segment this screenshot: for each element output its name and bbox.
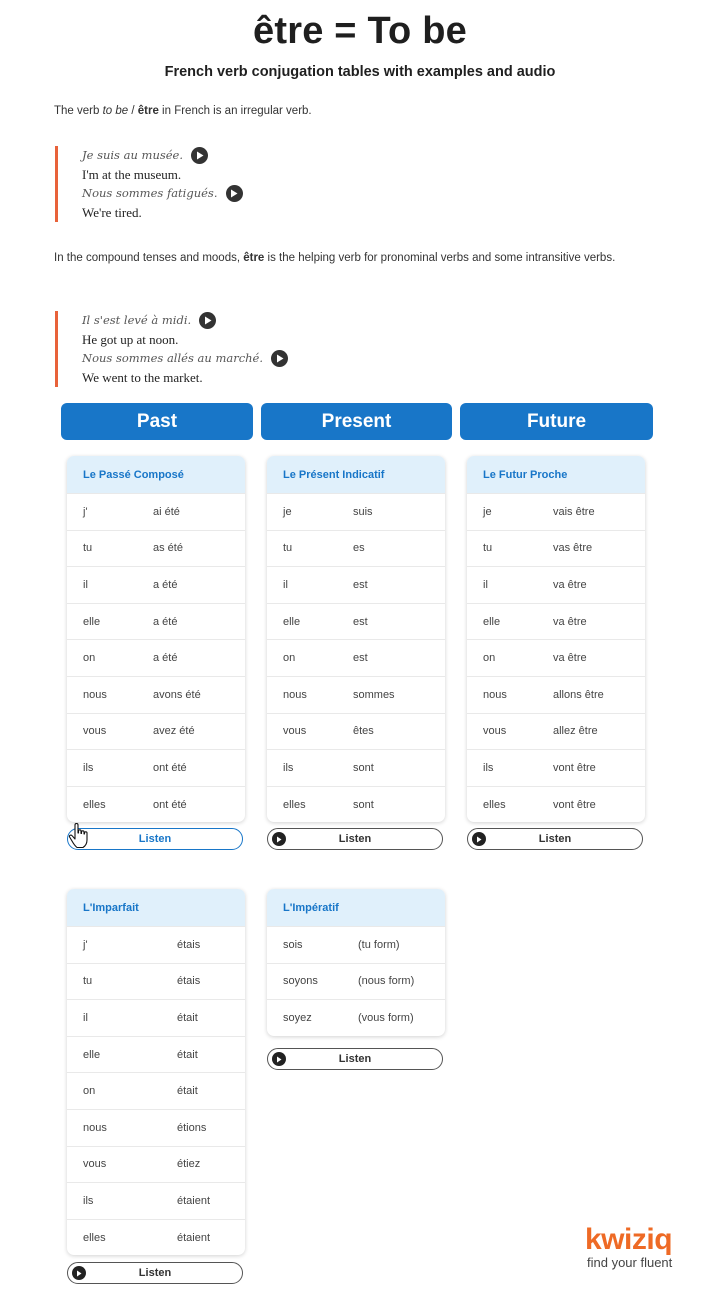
pronoun: tu (83, 542, 93, 555)
table-row (67, 493, 245, 530)
listen-label: Listen (538, 833, 572, 845)
logo-tagline: find your fluent (587, 1255, 673, 1270)
pronoun: elle (83, 1048, 101, 1061)
table-row (267, 749, 445, 786)
tab-present[interactable]: Present (261, 403, 452, 440)
conjugation-table-futur-proche (467, 456, 645, 822)
listen-button[interactable] (267, 1048, 443, 1070)
table-row (467, 603, 645, 640)
listen-label: Listen (138, 1267, 172, 1279)
pronoun: elle (483, 615, 501, 628)
table-row (67, 1182, 245, 1219)
example-en: We're tired. (82, 205, 142, 220)
kwiziq-logo[interactable] (585, 1224, 672, 1270)
pronoun: il (83, 1011, 88, 1024)
verb-form: est (353, 615, 368, 628)
listen-label: Listen (338, 1053, 372, 1065)
play-icon[interactable] (191, 147, 208, 164)
play-icon (472, 832, 486, 846)
pronoun: elles (83, 1231, 106, 1244)
table-row (467, 676, 645, 713)
play-icon (272, 1052, 286, 1066)
example-fr (82, 184, 243, 203)
table-title: Le Présent Indicatif (267, 456, 445, 493)
pronoun: nous (83, 688, 107, 701)
table-row (467, 566, 645, 603)
intro-paragraph (54, 102, 312, 120)
pronoun: elles (83, 798, 106, 811)
table-row (67, 1036, 245, 1073)
verb-form: va être (553, 652, 587, 665)
page-title: être = To be (253, 10, 467, 52)
verb-form: a été (153, 578, 178, 591)
pronoun: nous (283, 688, 307, 701)
verb-form: avez été (153, 725, 195, 738)
pronoun: je (283, 505, 292, 518)
pronoun: il (283, 578, 288, 591)
pronoun: j' (83, 505, 88, 518)
pronoun: ils (83, 1194, 94, 1207)
verb-form: ai été (153, 505, 180, 518)
example-en: He got up at noon. (82, 332, 179, 347)
verb-form: êtes (353, 725, 374, 738)
verb-form: va être (553, 615, 587, 628)
example-quote-2 (55, 311, 288, 387)
listen-button[interactable] (67, 828, 243, 850)
table-row (67, 639, 245, 676)
example-quote-1 (55, 146, 243, 222)
pronoun: vous (483, 725, 507, 738)
pronoun: tu (483, 542, 493, 555)
verb-form: était (177, 1085, 198, 1098)
table-row (467, 530, 645, 567)
example-fr-text: Nous sommes fatigués. (82, 186, 218, 200)
table-row (67, 1219, 245, 1256)
imperative-form: soyons (283, 975, 318, 988)
table-row (267, 639, 445, 676)
form-note: (nous form) (358, 975, 415, 988)
verb-form: vais être (553, 505, 595, 518)
pronoun: j' (83, 938, 88, 951)
listen-button[interactable] (67, 1262, 243, 1284)
pronoun: il (83, 578, 88, 591)
pronoun: vous (83, 1158, 107, 1171)
pronoun: ils (483, 761, 494, 774)
listen-button[interactable] (467, 828, 643, 850)
verb-form: étais (177, 938, 201, 951)
pronoun: il (483, 578, 488, 591)
table-row (467, 639, 645, 676)
hand-pointer-icon (68, 823, 90, 854)
verb-form: sommes (353, 688, 395, 701)
form-note: (tu form) (358, 938, 400, 951)
imperative-form: soyez (283, 1011, 312, 1024)
table-row (67, 1109, 245, 1146)
play-icon (72, 1266, 86, 1280)
table-row (267, 566, 445, 603)
table-row (67, 530, 245, 567)
verb-form: étais (177, 975, 201, 988)
pronoun: elle (283, 615, 301, 628)
compound-text-2: is the helping verb for pronominal verbs and some intransitive verbs. (264, 252, 616, 264)
verb-form: suis (353, 505, 373, 518)
verb-form: étaient (177, 1231, 211, 1244)
pronoun: on (83, 652, 96, 665)
tab-past[interactable]: Past (61, 403, 253, 440)
example-en: We went to the market. (82, 370, 203, 385)
verb-form: as été (153, 542, 183, 555)
verb-form: est (353, 652, 368, 665)
pronoun: on (483, 652, 496, 665)
pronoun: tu (83, 975, 93, 988)
verb-form: allez être (553, 725, 598, 738)
table-row (67, 749, 245, 786)
verb-form: ont été (153, 798, 187, 811)
verb-form: ont été (153, 761, 187, 774)
verb-form: est (353, 578, 368, 591)
verb-form: était (177, 1048, 198, 1061)
play-icon (272, 832, 286, 846)
table-title: L'Impératif (267, 889, 445, 926)
verb-form: étiez (177, 1158, 201, 1171)
table-row (67, 566, 245, 603)
table-row (67, 1072, 245, 1109)
table-row (267, 999, 445, 1036)
verb-form: allons être (553, 688, 604, 701)
verb-form: sont (353, 761, 374, 774)
verb-form: a été (153, 652, 178, 665)
table-title: Le Futur Proche (467, 456, 645, 493)
conjugation-table-passe-compose (67, 456, 245, 822)
table-row (67, 603, 245, 640)
table-row (267, 676, 445, 713)
pronoun: je (483, 505, 492, 518)
verb-form: va être (553, 578, 587, 591)
verb-form: vont être (553, 761, 596, 774)
pronoun: vous (283, 725, 307, 738)
pronoun: elles (283, 798, 306, 811)
verb-form: était (177, 1011, 198, 1024)
listen-button[interactable] (267, 828, 443, 850)
pronoun: ils (283, 761, 294, 774)
pronoun: tu (283, 542, 293, 555)
pronoun: nous (83, 1121, 107, 1134)
intro-verb-en: to be (102, 105, 129, 117)
logo-wordmark: kwiziq (585, 1223, 673, 1256)
play-icon[interactable] (271, 350, 288, 367)
verb-form: vont être (553, 798, 596, 811)
table-row (67, 999, 245, 1036)
example-fr (82, 311, 288, 330)
pronoun: ils (83, 761, 94, 774)
tab-future[interactable]: Future (460, 403, 653, 440)
table-row (467, 493, 645, 530)
example-fr (82, 146, 243, 165)
table-title: L'Imparfait (67, 889, 245, 926)
imperative-form: sois (283, 938, 303, 951)
pronoun: vous (83, 725, 107, 738)
table-row (467, 749, 645, 786)
play-icon[interactable] (199, 312, 216, 329)
example-fr-text: Je suis au musée. (82, 148, 184, 162)
intro-text-2: in French is an irregular verb. (158, 105, 312, 117)
play-icon[interactable] (226, 185, 243, 202)
table-row (267, 926, 445, 963)
compound-paragraph (54, 249, 664, 267)
example-fr (82, 349, 288, 368)
table-row (267, 963, 445, 1000)
table-row (67, 926, 245, 963)
example-fr-text: Il s'est levé à midi. (82, 313, 192, 327)
example-en: I'm at the museum. (82, 167, 182, 182)
table-row (267, 603, 445, 640)
conjugation-table-imparfait (67, 889, 245, 1255)
pronoun: elle (83, 615, 101, 628)
listen-label: Listen (338, 833, 372, 845)
table-row (267, 786, 445, 823)
verb-form: étions (177, 1121, 207, 1134)
table-row (267, 493, 445, 530)
intro-verb-fr: être (137, 105, 159, 117)
table-row (267, 713, 445, 750)
listen-label: Listen (138, 833, 172, 845)
compound-verb: être (243, 252, 265, 264)
table-row (67, 786, 245, 823)
verb-form: a été (153, 615, 178, 628)
intro-separator: / (128, 105, 138, 117)
example-fr-text: Nous sommes allés au marché. (82, 351, 264, 365)
conjugation-table-present (267, 456, 445, 822)
table-title: Le Passé Composé (67, 456, 245, 493)
verb-form: étaient (177, 1194, 211, 1207)
page-subtitle: French verb conjugation tables with examples and audio (164, 64, 556, 80)
verb-form: sont (353, 798, 374, 811)
table-row (467, 713, 645, 750)
table-row (67, 963, 245, 1000)
table-row (67, 1146, 245, 1183)
compound-text-1: In the compound tenses and moods, (54, 252, 244, 264)
pronoun: on (283, 652, 296, 665)
table-row (267, 530, 445, 567)
table-row (67, 713, 245, 750)
conjugation-table-imperatif (267, 889, 445, 1036)
verb-form: es (353, 542, 365, 555)
pronoun: elles (483, 798, 506, 811)
table-row (67, 676, 245, 713)
form-note: (vous form) (358, 1011, 414, 1024)
verb-form: vas être (553, 542, 593, 555)
verb-form: avons été (153, 688, 201, 701)
pronoun: nous (483, 688, 507, 701)
table-row (467, 786, 645, 823)
intro-text-1: The verb (54, 105, 103, 117)
pronoun: on (83, 1085, 96, 1098)
